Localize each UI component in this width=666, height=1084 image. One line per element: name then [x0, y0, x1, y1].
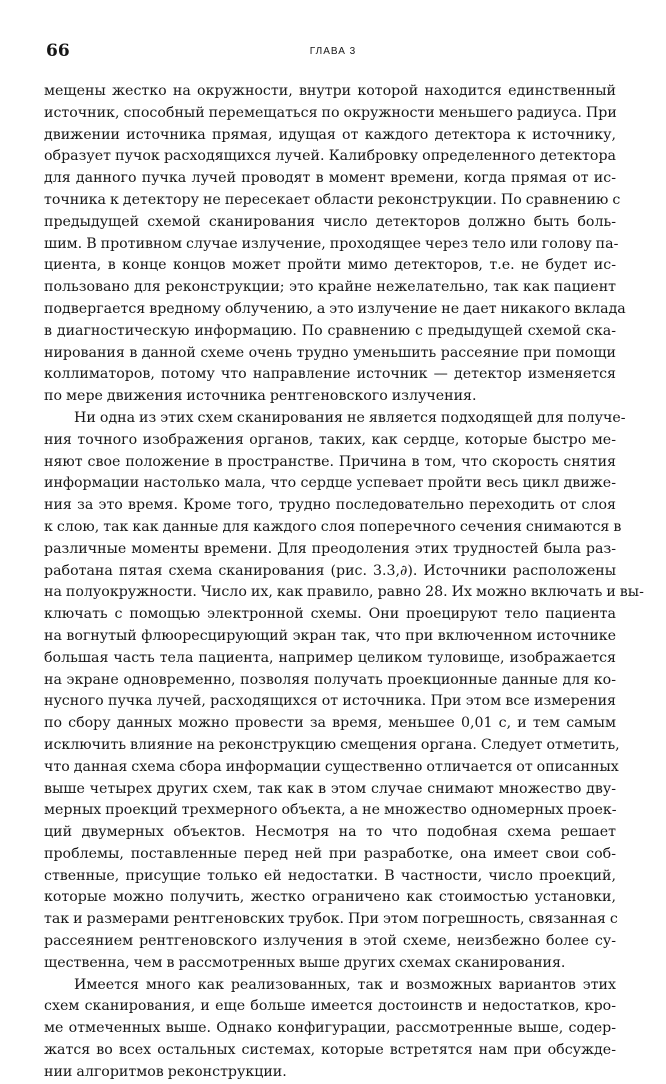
text-line: что данная схема сбора информации существенно отличается от описанных: [44, 758, 619, 775]
text-line: пользовано для реконструкции; это крайне нежелательно, так как пациент: [44, 279, 616, 296]
text-line: образует пучок расходящихся лучей. Калибровку определенного детектора: [44, 148, 616, 165]
text-line: нусного пучка лучей, расходящихся от источника. При этом все измерения: [44, 693, 616, 710]
text-line: предыдущей схемой сканирования число детекторов должно быть боль-: [44, 213, 616, 230]
text-line: щественна, чем в рассмотренных выше других схемах сканирования.: [44, 954, 566, 971]
page-number: 66: [46, 41, 70, 61]
text-line: информации настолько мала, что сердце успевает пройти весь цикл движе-: [44, 475, 616, 492]
text-line: шим. В противном случае излучение, проходящее через тело или голову па-: [44, 235, 619, 252]
text-line: ственные, присущие только ей недостатки. В частности, число проекций,: [44, 867, 616, 884]
text-line: для данного пучка лучей проводят в момент времени, когда прямая от ис-: [44, 170, 616, 187]
text-line: ключать с помощью электронной схемы. Они проецируют тело пациента: [44, 606, 616, 623]
text-line: жатся во всех остальных системах, которые встретятся нам при обсужде-: [44, 1042, 616, 1059]
text-line: которые можно получить, жестко ограничено как стоимостью установки,: [44, 889, 616, 906]
text-line: большая часть тела пациента, например целиком туловище, изображается: [44, 649, 616, 666]
text-line: исключить влияние на реконструкцию смещения органа. Следует отметить,: [44, 736, 620, 753]
text-line: нии алгоритмов реконструкции.: [44, 1063, 287, 1080]
text-line: на экране одновременно, позволяя получать проекционные данные для ко-: [44, 671, 616, 688]
text-line: на полуокружности. Число их, как правило, равно 28. Их можно включать и вы-: [44, 584, 644, 601]
text-line: подвергается вредному облучению, а это излучение не дает никакого вклада: [44, 300, 626, 317]
text-line: по сбору данных можно провести за время, меньшее 0,01 с, и тем самым: [44, 715, 616, 732]
text-line: рассеянием рентгеновского излучения в этой схеме, неизбежно более су-: [44, 933, 616, 950]
text-line: ций двумерных объектов. Несмотря на то что подобная схема решает: [44, 824, 616, 841]
text-line: проблемы, поставленные перед ней при разработке, она имеет свои соб-: [44, 845, 616, 862]
text-line: по мере движения источника рентгеновского излучения.: [44, 388, 477, 405]
text-line: ме отмеченных выше. Однако конфигурации, рассмотренные выше, содер-: [44, 1020, 616, 1037]
text-line: няют свое положение в пространстве. Причина в том, что скорость снятия: [44, 453, 616, 470]
text-line: циента, в конце концов может пройти мимо детекторов, т.е. не будет ис-: [44, 257, 616, 274]
running-title: ГЛАВА 3: [309, 46, 357, 57]
body-text: [44, 81, 644, 1084]
paragraph-first-line: Имеется много как реализованных, так и возможных вариантов этих: [74, 976, 616, 993]
text-line: ния точного изображения органов, таких, как сердце, которые быстро ме-: [44, 431, 616, 448]
text-line: точника к детектору не пересекает области реконструкции. По сравнению с: [44, 191, 621, 208]
text-line: мещены жестко на окружности, внутри которой находится единственный: [44, 83, 616, 99]
text-line: выше четырех других схем, так как в этом случае снимают множество дву-: [44, 780, 616, 797]
text-line: различные моменты времени. Для преодоления этих трудностей была раз-: [44, 540, 616, 557]
text-line: к слою, так как данные для каждого слоя поперечного сечения снимаются в: [44, 518, 622, 535]
text-line: коллиматоров, потому что направление источник — детектор изменяется: [44, 366, 616, 383]
text-line: так и размерами рентгеновских трубок. При этом погрешность, связанная с: [44, 911, 618, 928]
text-line: движении источника прямая, идущая от каждого детектора к источнику,: [44, 126, 616, 143]
text-line: работана пятая схема сканирования (рис. 3.3,∂). Источники расположены: [44, 562, 616, 579]
text-line: источник, способный перемещаться по окружности меньшего радиуса. При: [44, 104, 617, 121]
text-line: ния за это время. Кроме того, трудно последовательно переходить от слоя: [44, 497, 616, 514]
text-line: на вогнутый флюоресцирующий экран так, что при включенном источнике: [44, 627, 616, 644]
text-line: мерных проекций трехмерного объекта, а не множество одномерных проек-: [44, 802, 617, 819]
text-line: в диагностическую информацию. По сравнению с предыдущей схемой ска-: [44, 322, 616, 339]
text-line: нирования в данной схеме очень трудно уменьшить рассеяние при помощи: [44, 344, 616, 361]
paragraph-first-line: Ни одна из этих схем сканирования не является подходящей для получе-: [74, 409, 626, 426]
text-line: схем сканирования, и еще больше имеется достоинств и недостатков, кро-: [44, 998, 616, 1015]
